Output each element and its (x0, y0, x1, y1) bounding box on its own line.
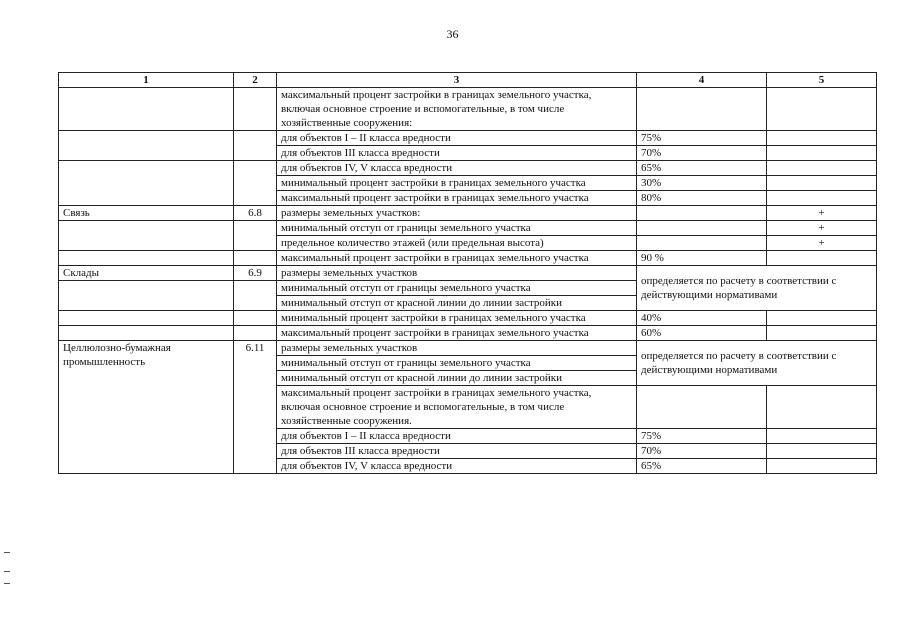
param-cell: для объектов IV, V класса вредности (277, 459, 637, 474)
table-row (59, 326, 877, 341)
param-cell: минимальный отступ от границы земельного участка (277, 221, 637, 236)
header-col-1: 1 (59, 73, 234, 88)
category-code: 6.8 (234, 206, 277, 221)
table-row (59, 131, 877, 146)
param-cell: минимальный процент застройки в границах земельного участка (277, 311, 637, 326)
param-cell: минимальный отступ от красной линии до линии застройки (277, 296, 637, 311)
scan-edge-mark (4, 583, 10, 584)
param-cell: минимальный отступ от границы земельного участка (277, 281, 637, 296)
param-cell: размеры земельных участков (277, 341, 637, 356)
param-cell: для объектов III класса вредности (277, 146, 637, 161)
header-col-2: 2 (234, 73, 277, 88)
param-cell: минимальный отступ от границы земельного участка (277, 356, 637, 371)
table-row (59, 161, 877, 176)
param-cell: для объектов IV, V класса вредности (277, 161, 637, 176)
param-cell: максимальный процент застройки в границах земельного участка, включая основное строение и вспомогательные, в том числе хозяйственные сооружения. (277, 386, 637, 429)
param-cell: минимальный отступ от красной линии до линии застройки (277, 371, 637, 386)
calc-note: определяется по расчету в соответствии с действующими нормативами (637, 266, 877, 311)
table-row (59, 221, 877, 236)
param-cell: размеры земельных участков: (277, 206, 637, 221)
value-cell: 90 % (637, 251, 767, 266)
scan-edge-mark (4, 552, 10, 553)
calc-note: определяется по расчету в соответствии с действующими нормативами (637, 341, 877, 386)
param-cell: минимальный процент застройки в границах земельного участка (277, 176, 637, 191)
header-col-3: 3 (277, 73, 637, 88)
regulations-table (58, 72, 877, 474)
table-row (59, 341, 877, 356)
table-row (59, 266, 877, 281)
page-number: 36 (446, 27, 459, 41)
value-cell: 40% (637, 311, 767, 326)
category-code: 6.9 (234, 266, 277, 281)
category-name: Связь (59, 206, 234, 221)
header-col-5: 5 (767, 73, 877, 88)
table-header-row (59, 73, 877, 88)
value-cell: 80% (637, 191, 767, 206)
value-cell: 65% (637, 161, 767, 176)
table-row (59, 206, 877, 221)
value-cell: 70% (637, 444, 767, 459)
table-row (59, 311, 877, 326)
value-cell: 60% (637, 326, 767, 341)
plus-mark: + (767, 236, 877, 251)
param-cell: размеры земельных участков (277, 266, 637, 281)
table-row (59, 88, 877, 131)
category-name: Целлюлозно-бумажная промышленность (59, 341, 234, 474)
value-cell: 65% (637, 459, 767, 474)
scan-edge-mark (4, 571, 10, 572)
param-cell: для объектов I – II класса вредности (277, 429, 637, 444)
category-name: Склады (59, 266, 234, 281)
param-cell: максимальный процент застройки в границах земельного участка (277, 191, 637, 206)
value-cell: 75% (637, 131, 767, 146)
param-cell: максимальный процент застройки в границах земельного участка (277, 251, 637, 266)
param-cell: для объектов III класса вредности (277, 444, 637, 459)
plus-mark: + (767, 206, 877, 221)
param-cell: предельное количество этажей (или предельная высота) (277, 236, 637, 251)
param-cell: максимальный процент застройки в границах земельного участка (277, 326, 637, 341)
header-col-4: 4 (637, 73, 767, 88)
param-cell: для объектов I – II класса вредности (277, 131, 637, 146)
category-code: 6.11 (234, 341, 277, 474)
table-row (59, 251, 877, 266)
plus-mark: + (767, 221, 877, 236)
param-cell: максимальный процент застройки в границах земельного участка, включая основное строение и вспомогательные, в том числе хозяйственные сооружения: (277, 88, 637, 131)
value-cell: 70% (637, 146, 767, 161)
value-cell: 30% (637, 176, 767, 191)
value-cell: 75% (637, 429, 767, 444)
